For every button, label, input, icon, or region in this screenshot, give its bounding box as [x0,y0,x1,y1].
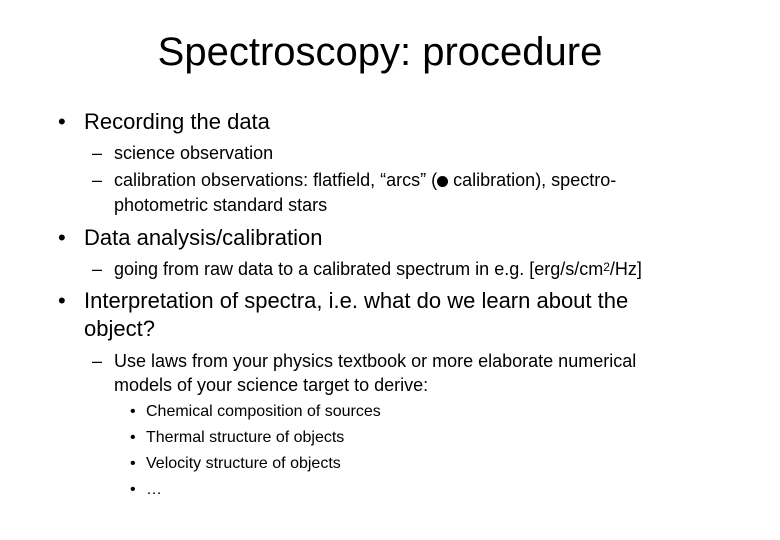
filled-circle-icon [437,176,448,187]
list-item-marker: • [130,481,136,498]
dash-marker: – [92,351,103,371]
list-item-velocity-structure: Velocity structure of objects [146,455,341,472]
dash-marker: – [92,143,103,163]
sub-use-laws-line1: Use laws from your physics textbook or more elaborate numerical [114,351,637,371]
bullet-marker: • [58,225,66,250]
superscript-2: 2 [603,260,610,274]
bullet-recording-data: Recording the data [84,109,270,134]
bullet-interpretation-line1: Interpretation of spectra, i.e. what do we learn about the [84,288,629,313]
sub-use-laws-line2: models of your science target to derive: [114,375,429,395]
sub-calibration-observations [114,169,616,191]
calibration-text-part-b: calibration), spectro- [448,170,617,190]
list-item-ellipsis: … [146,481,162,498]
sub-calibration-continuation: photometric standard stars [114,195,328,215]
slide-title: Spectroscopy: procedure [157,30,603,74]
raw-text-part-a: going from raw data to a calibrated spectrum in e.g. [erg/s/cm [114,259,604,279]
list-item-marker: • [130,429,136,446]
dash-marker: – [92,170,103,190]
calibration-text-part-a: calibration observations: flatfield, “arcs” ( [114,170,438,190]
list-item-thermal-structure: Thermal structure of objects [146,429,345,446]
raw-text-part-b: /Hz] [609,259,642,279]
bullet-data-analysis: Data analysis/calibration [84,225,323,250]
sub-raw-to-calibrated [114,258,642,280]
list-item-marker: • [130,455,136,472]
bullet-marker: • [58,109,66,134]
dash-marker: – [92,259,103,279]
sub-science-observation: science observation [114,143,274,163]
list-item-chemical-composition: Chemical composition of sources [146,403,381,420]
bullet-interpretation-line2: object? [84,316,155,341]
bullet-marker: • [58,288,66,313]
list-item-marker: • [130,403,136,420]
